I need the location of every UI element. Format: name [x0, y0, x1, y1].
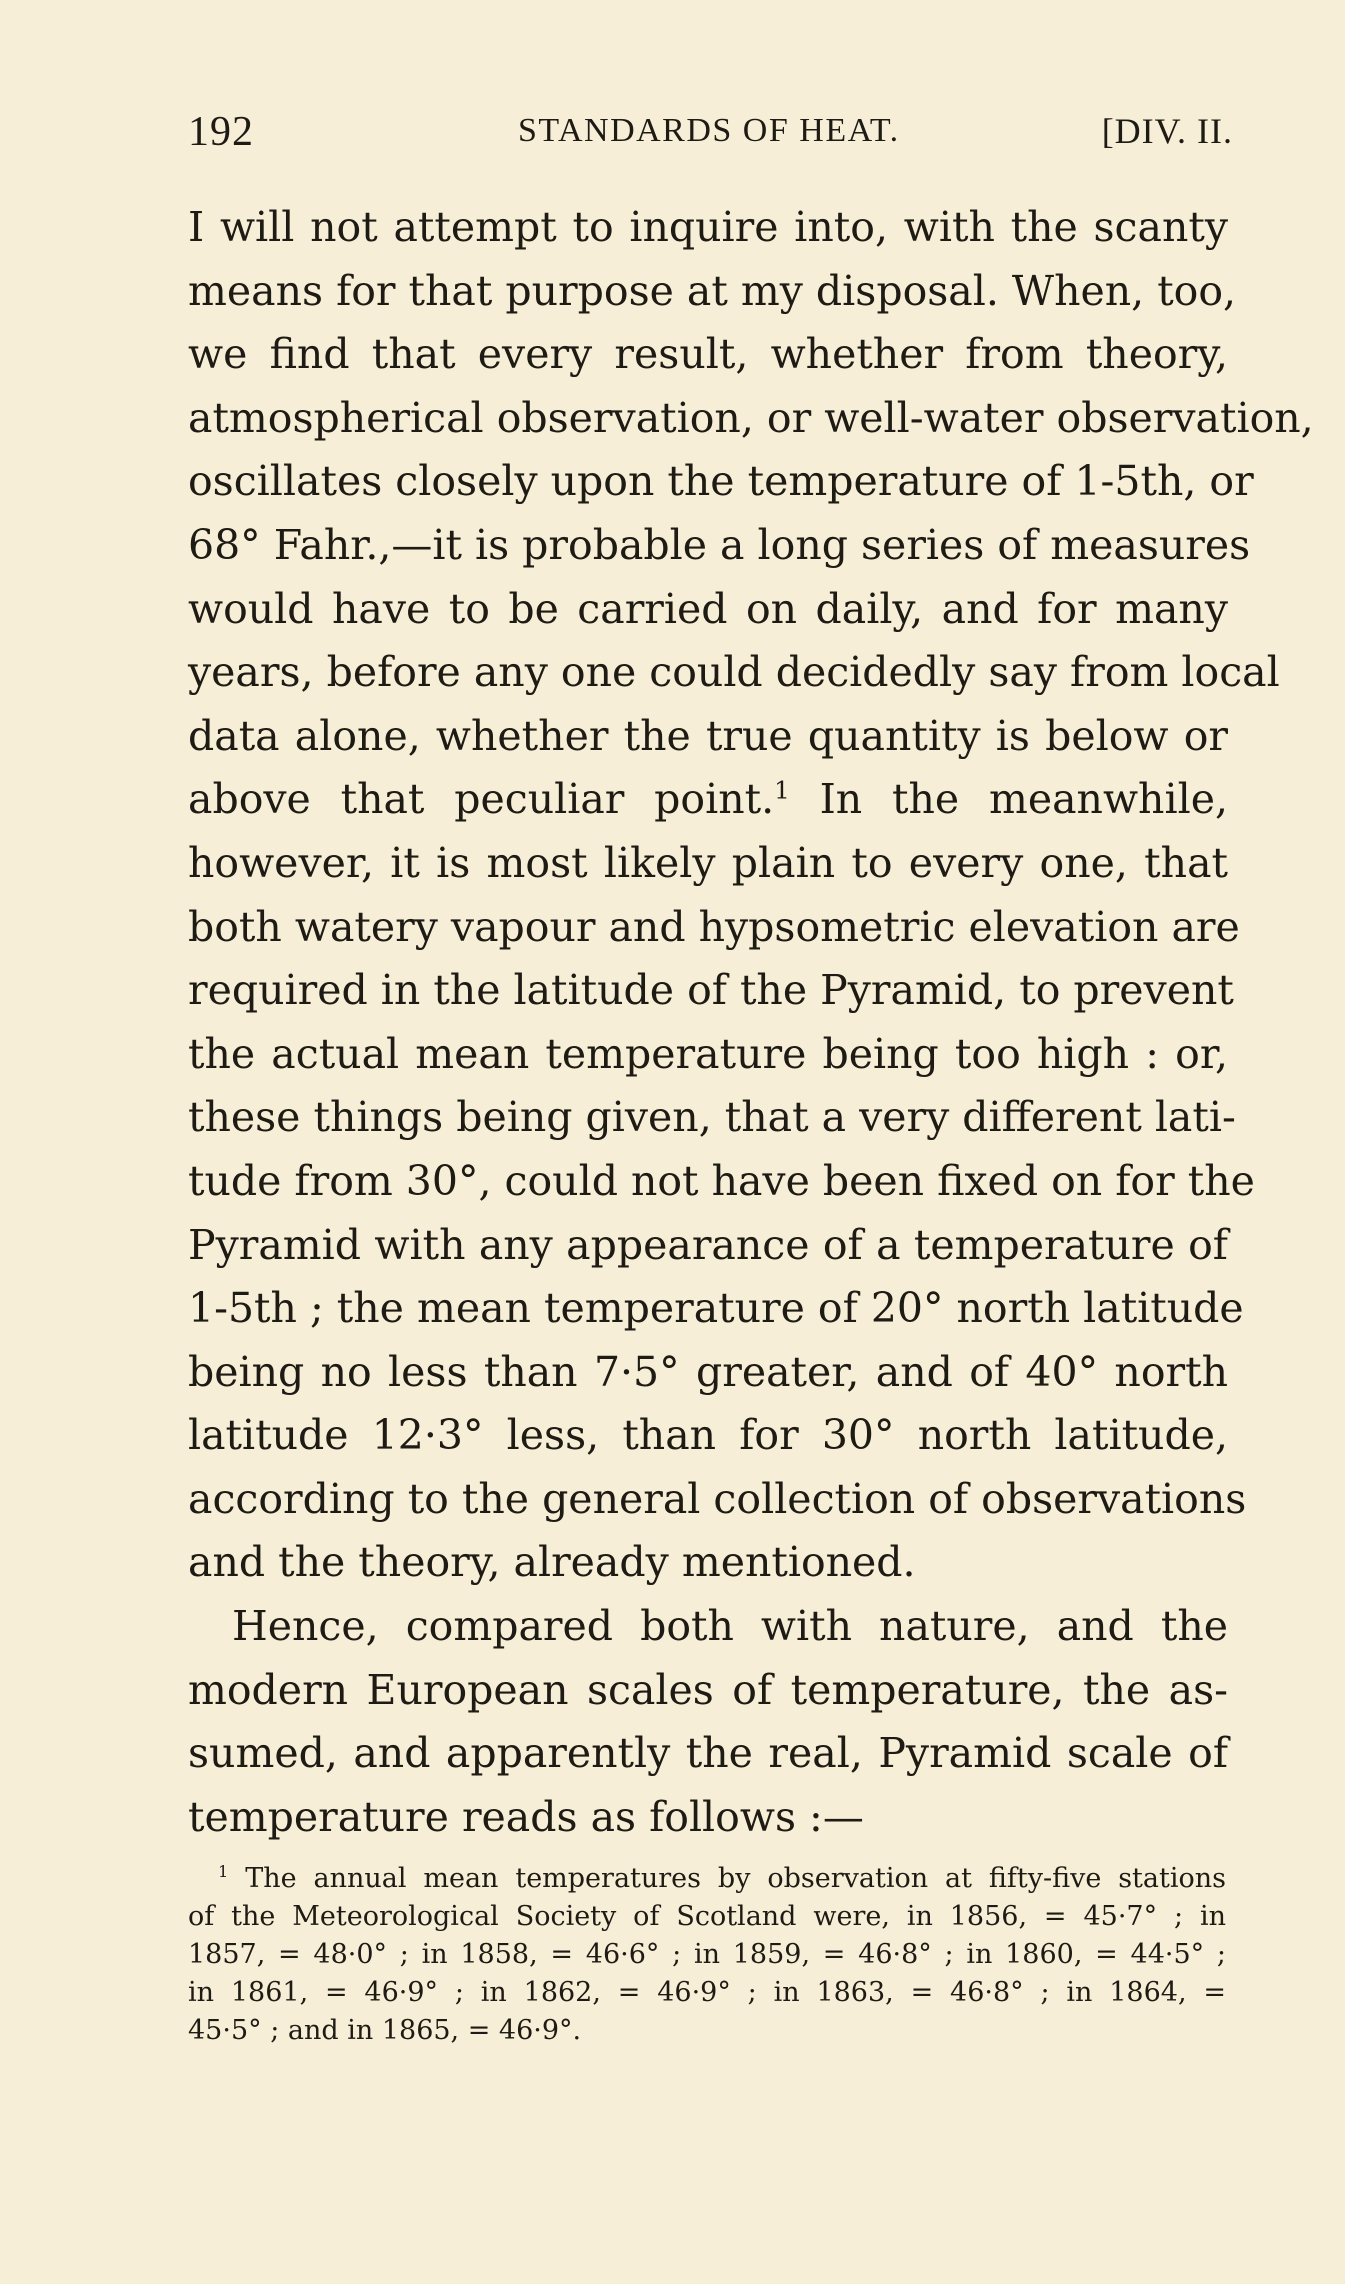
- footnote-marker: 1: [218, 1862, 229, 1881]
- body-line: being no less than 7·5° greater, and of 40° north: [188, 1347, 1228, 1396]
- body-line: and the theory, already mentioned.: [188, 1538, 916, 1587]
- running-title: STANDARDS OF HEAT.: [518, 112, 900, 149]
- body-line: data alone, whether the true quantity is below or: [188, 711, 1228, 760]
- body-line: sumed, and apparently the real, Pyramid scale of: [188, 1729, 1228, 1778]
- body-line-with-note: [188, 768, 1228, 832]
- footnote-line-text: The annual mean temperatures by observation at fifty-five stations: [245, 1863, 1226, 1894]
- body-line: atmospherical observation, or well-water observation,: [188, 393, 1314, 442]
- footnote-line: 1857, = 48·0° ; in 1858, = 46·6° ; in 1859, = 46·8° ; in 1860, = 44·5° ;: [188, 1939, 1226, 1970]
- body-line: oscillates closely upon the temperature of 1-5th, or: [188, 457, 1254, 506]
- footnote-line: [188, 1860, 1226, 1898]
- body-line: required in the latitude of the Pyramid, to prevent: [188, 966, 1234, 1015]
- body-line: years, before any one could decidedly say from local: [188, 648, 1280, 697]
- body-line-tail: In the meanwhile,: [819, 775, 1228, 824]
- body-line: latitude 12·3° less, than for 30° north latitude,: [188, 1411, 1228, 1460]
- body-line: Pyramid with any appearance of a temperature of: [188, 1220, 1228, 1269]
- footnote: [188, 1860, 1226, 2050]
- page-number: 192: [188, 109, 254, 155]
- body-line: both watery vapour and hypsometric elevation are: [188, 902, 1240, 951]
- footnote-line: of the Meteorological Society of Scotland were, in 1856, = 45·7° ; in: [188, 1901, 1226, 1932]
- division-marker: [DIV. II.: [1101, 111, 1233, 151]
- body-line: these things being given, that a very different lati-: [188, 1093, 1236, 1142]
- body-line: 1-5th ; the mean temperature of 20° north latitude: [188, 1284, 1244, 1333]
- paragraph-start-line: Hence, compared both with nature, and the: [232, 1602, 1228, 1651]
- body-text: [188, 196, 1314, 1849]
- running-head: [188, 108, 1233, 158]
- footnote-line: 45·5° ; and in 1865, = 46·9°.: [188, 2015, 582, 2046]
- body-line: means for that purpose at my disposal. When, too,: [188, 266, 1237, 315]
- body-line: would have to be carried on daily, and for many: [188, 584, 1228, 633]
- body-line: 68° Fahr.,—it is probable a long series of measures: [188, 520, 1251, 569]
- body-line-head: above that peculiar point.: [188, 775, 775, 824]
- body-line: I will not attempt to inquire into, with the scanty: [188, 203, 1228, 251]
- footnote-reference: 1: [774, 775, 790, 805]
- body-line: modern European scales of temperature, the as-: [188, 1665, 1228, 1714]
- body-line: however, it is most likely plain to every one, that: [188, 838, 1228, 887]
- body-line: temperature reads as follows :—: [188, 1792, 864, 1841]
- footnote-line: in 1861, = 46·9° ; in 1862, = 46·9° ; in 1863, = 46·8° ; in 1864, =: [188, 1977, 1226, 2008]
- body-line: we find that every result, whether from theory,: [188, 330, 1228, 379]
- body-line: tude from 30°, could not have been fixed on for the: [188, 1156, 1255, 1205]
- body-line: according to the general collection of observations: [188, 1474, 1247, 1523]
- body-line: the actual mean temperature being too high : or,: [188, 1029, 1228, 1078]
